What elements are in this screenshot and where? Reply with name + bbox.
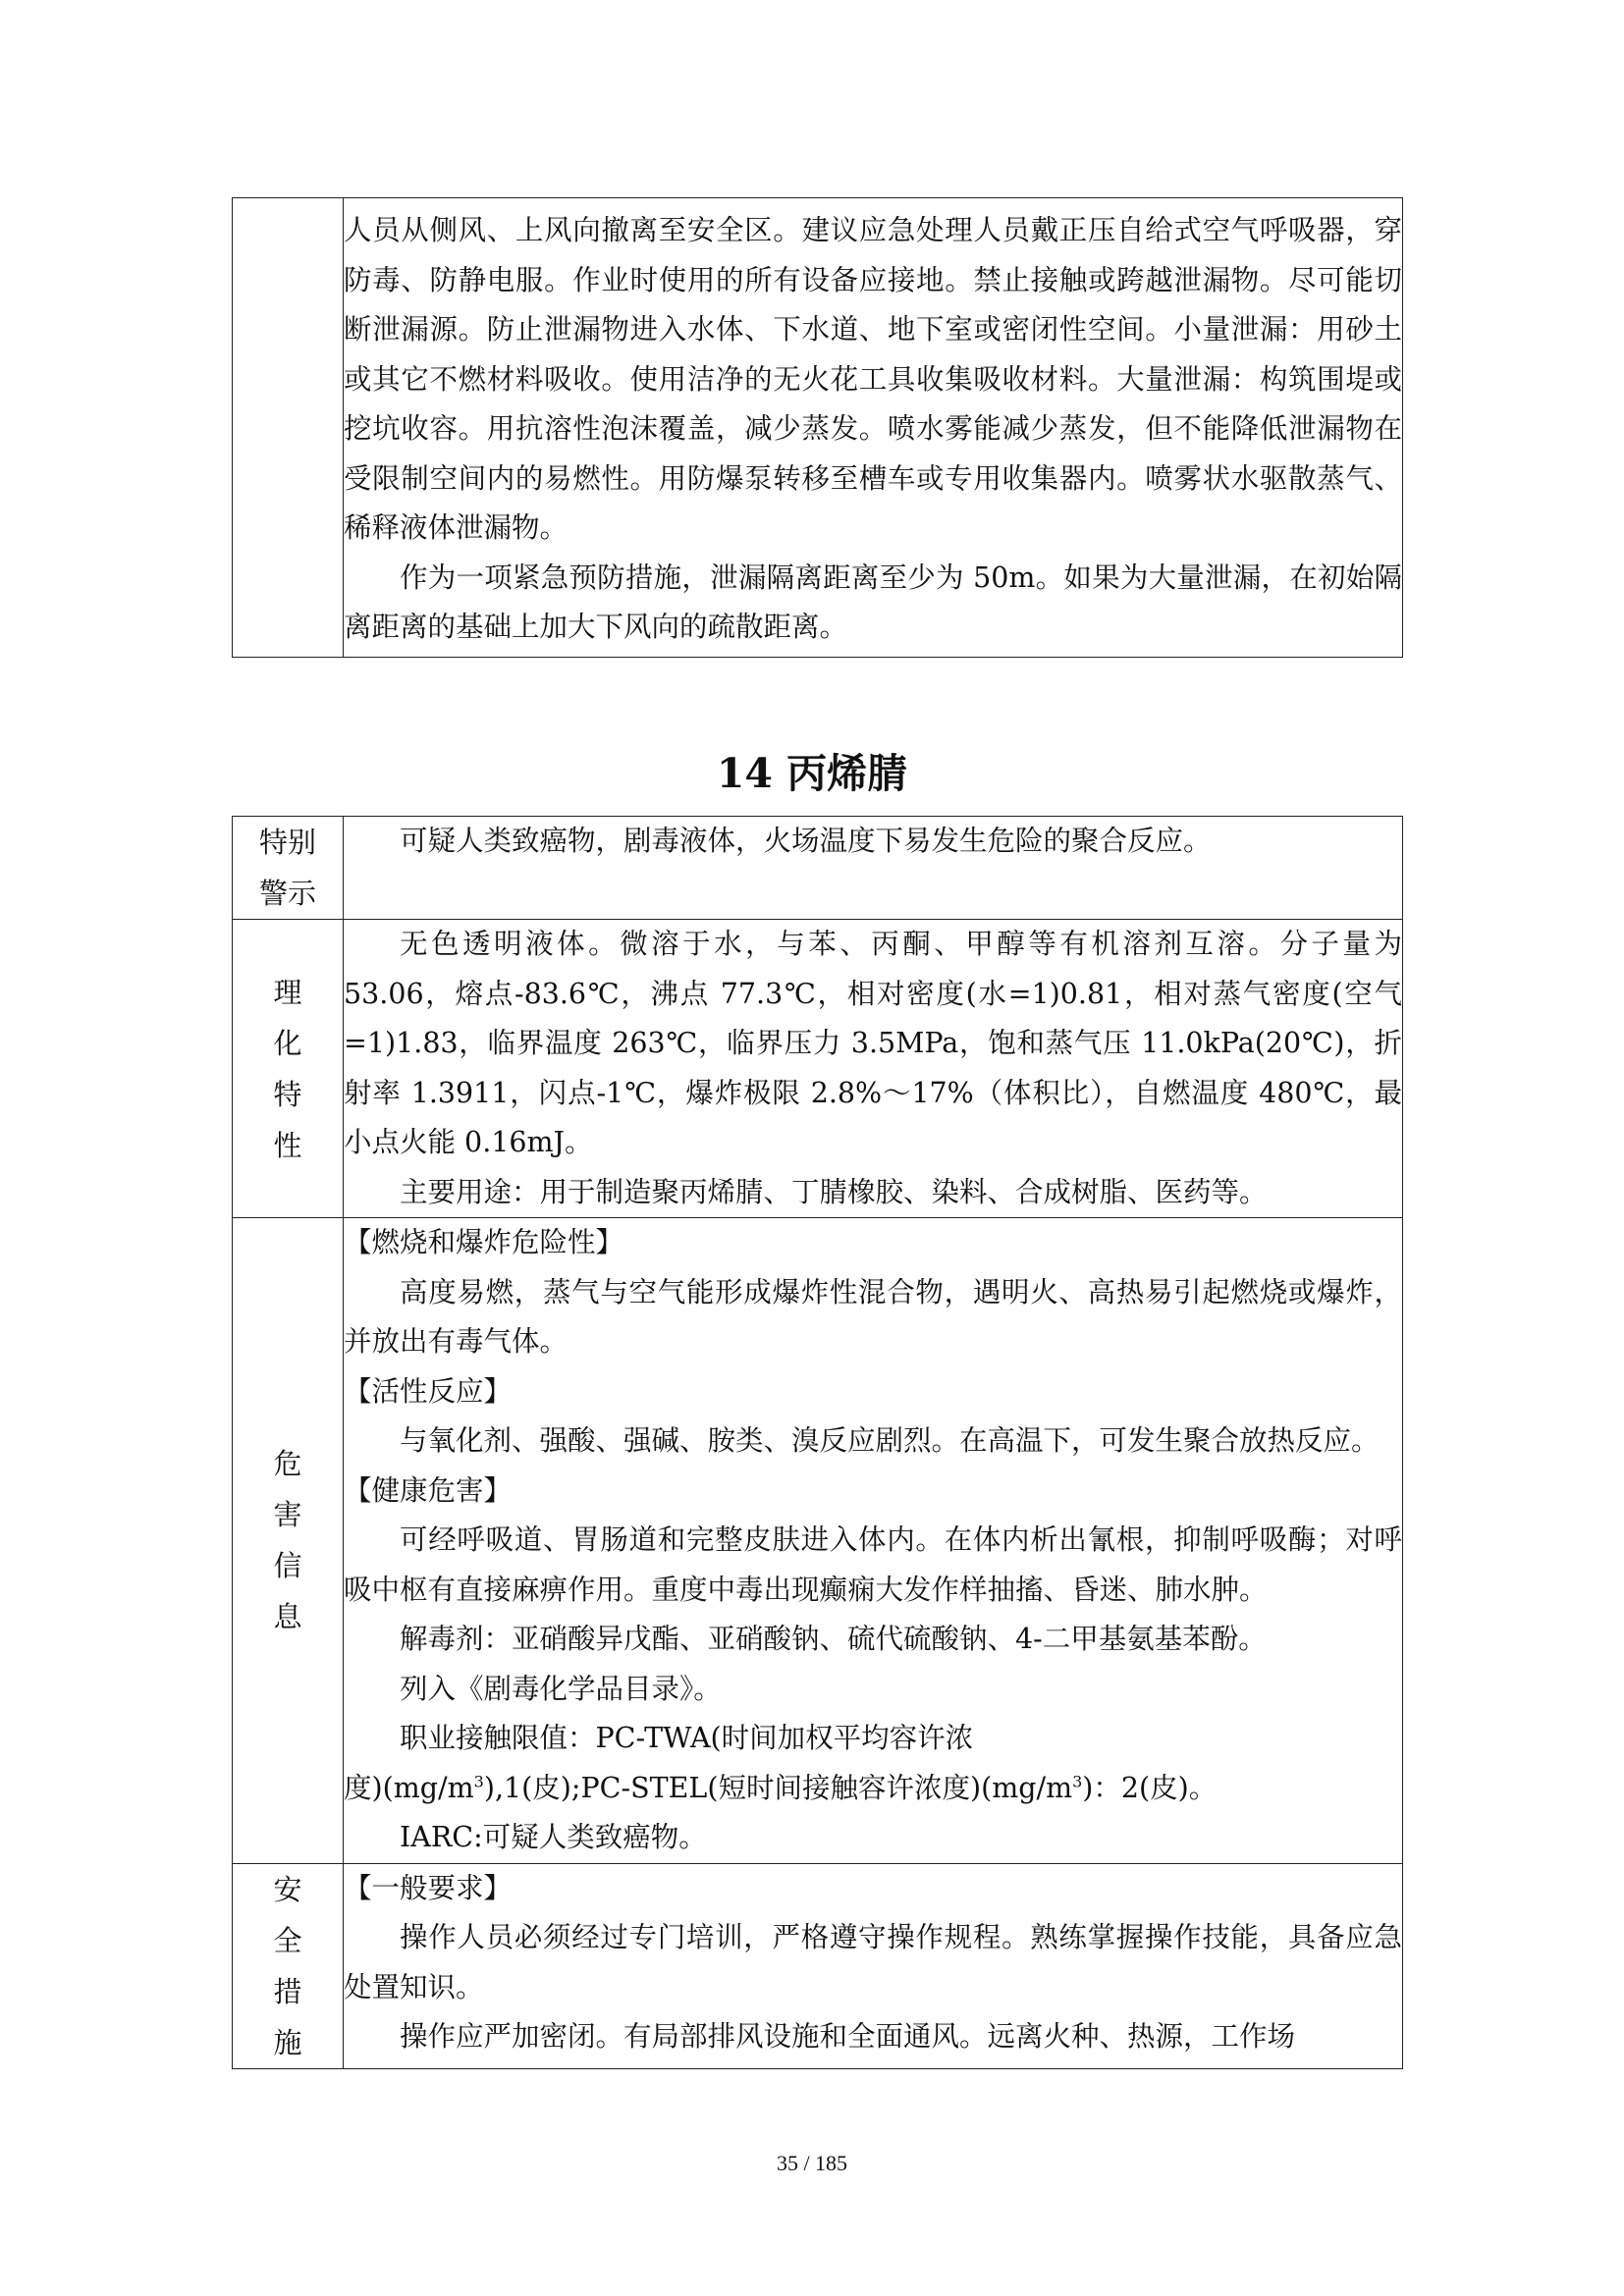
label-physchem-properties: 理 化 特 性 <box>233 920 344 1218</box>
physchem-description: 无色透明液体。微溶于水，与苯、丙酮、甲醇等有机溶剂互溶。分子量为 53.06，熔点-83.6℃，沸点 77.3℃，相对密度(水=1)0.81，相对蒸气密度(空气=1)1.83，临界温度 263℃，临界压力 3.5MPa，饱和蒸气压 11.0kPa(20℃)，折射率 1.3911，闪点-1℃，爆炸极限 2.8%～17%（体积比），自燃温度 480℃，最小点火能 0.16mJ。 <box>344 928 1402 1158</box>
spill-response-paragraph: 人员从侧风、上风向撤离至安全区。建议应急处理人员戴正压自给式空气呼吸器，穿防毒、防静电服。作业时使用的所有设备应接地。禁止接触或跨越泄漏物。尽可能切断泄漏源。防止泄漏物进入水体、下水道、地下室或密闭性空间。小量泄漏：用砂土或其它不燃材料吸收。使用洁净的无火花工具收集吸收材料。大量泄漏：构筑围堤或挖坑收容。用抗溶性泡沫覆盖，减少蒸发。喷水雾能减少蒸发，但不能降低泄漏物在受限制空间内的易燃性。用防爆泵转移至槽车或专用收集器内。喷雾状水驱散蒸气、稀释液体泄漏物。 <box>344 214 1402 544</box>
chemical-data-sheet <box>232 816 1403 2069</box>
antidote-text: 解毒剂：亚硝酸异戊酯、亚硝酸钠、硫代硫酸钠、4-二甲基氨基苯酚。 <box>400 1623 1267 1655</box>
health-hazard-text: 可经呼吸道、胃肠道和完整皮肤进入体内。在体内析出氰根，抑制呼吸酶；对呼吸中枢有直接麻痹作用。重度中毒出现癫痫大发作样抽搐、昏迷、肺水肿。 <box>344 1523 1402 1606</box>
fire-explosion-text: 高度易燃，蒸气与空气能形成爆炸性混合物，遇明火、高热易引起燃烧或爆炸，并放出有毒气体。 <box>344 1275 1402 1358</box>
reactivity-text: 与氧化剂、强酸、强碱、胺类、溴反应剧烈。在高温下，可发生聚合放热反应。 <box>400 1424 1380 1457</box>
label-special-warning: 特别 警示 <box>233 817 344 920</box>
warning-text: 可疑人类致癌物，剧毒液体，火场温度下易发生危险的聚合反应。 <box>400 825 1212 857</box>
continuation-label-cell <box>233 198 344 658</box>
row-physchem-properties <box>233 920 1403 1218</box>
heading-reactivity: 【活性反应】 <box>344 1374 513 1408</box>
content-hazard-info <box>344 1218 1403 1864</box>
section-title: 14 丙烯腈 <box>716 750 908 797</box>
isolation-distance-paragraph: 作为一项紧急预防措施，泄漏隔离距离至少为 50m。如果为大量泄漏，在初始隔离距离的基础上加大下风向的疏散距离。 <box>344 561 1402 643</box>
operation-text: 操作应严加密闭。有局部排风设施和全面通风。远离火种、热源，工作场 <box>400 2020 1296 2053</box>
content-physchem-properties <box>344 920 1403 1218</box>
content-special-warning <box>344 817 1403 920</box>
heading-fire-explosion: 【燃烧和爆炸危险性】 <box>344 1226 624 1258</box>
general-requirements-text: 操作人员必须经过专门培训，严格遵守操作规程。熟练掌握操作技能，具备应急处置知识。 <box>344 1921 1402 2003</box>
continuation-row <box>233 198 1403 658</box>
label-safety-measures: 安 全 措 施 <box>233 1863 344 2068</box>
continuation-table <box>232 197 1403 658</box>
continuation-content-cell <box>344 198 1403 658</box>
row-hazard-info <box>233 1218 1403 1864</box>
exposure-limit-text: 职业接触限值：PC-TWA(时间加权平均容许浓 <box>400 1722 974 1754</box>
label-hazard-info: 危 害 信 息 <box>233 1218 344 1864</box>
iarc-text: IARC:可疑人类致癌物。 <box>400 1821 707 1853</box>
row-special-warning <box>233 817 1403 920</box>
catalog-listing-text: 列入《剧毒化学品目录》。 <box>400 1672 722 1705</box>
heading-health-hazard: 【健康危害】 <box>344 1473 513 1507</box>
page-number: 35 / 185 <box>776 2151 848 2175</box>
exposure-limit-values: 度)$(mg/m^3),1$(皮);PC-STEL(短时间接触容许浓度)$(mg/m^3)$：2(皮)。 <box>344 1771 1218 1804</box>
content-safety-measures <box>344 1863 1403 2068</box>
row-safety-measures <box>233 1863 1403 2068</box>
main-uses: 主要用途：用于制造聚丙烯腈、丁腈橡胶、染料、合成树脂、医药等。 <box>400 1175 1268 1208</box>
heading-general-requirements: 【一般要求】 <box>344 1871 513 1904</box>
